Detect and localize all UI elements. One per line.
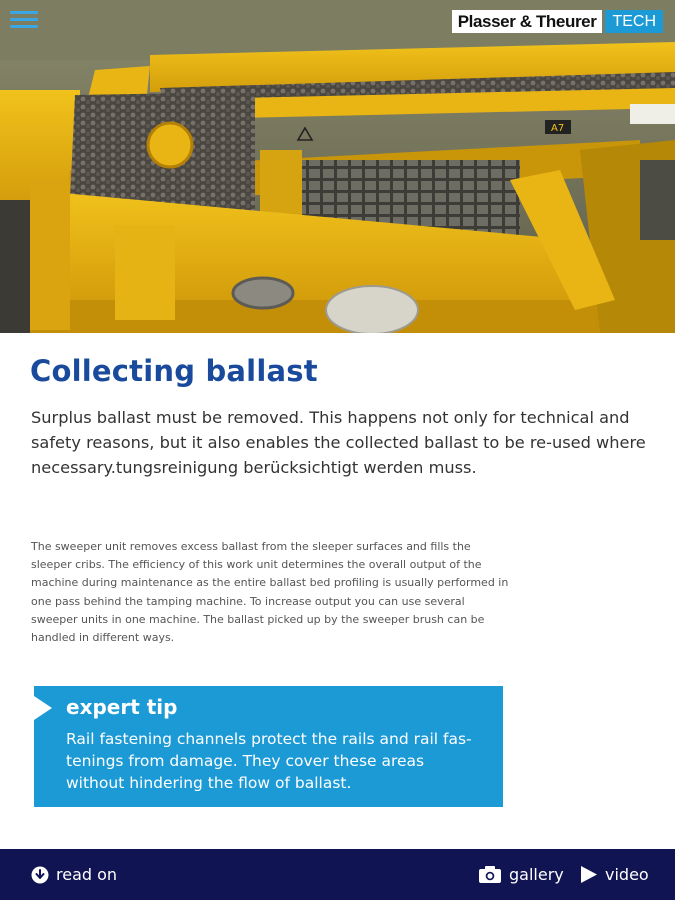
play-icon xyxy=(580,865,598,884)
gallery-button[interactable] xyxy=(478,849,564,900)
read-on-label: read on xyxy=(56,865,118,884)
camera-icon xyxy=(478,865,502,884)
arrow-down-circle-icon xyxy=(31,866,49,884)
expert-tip-body: Rail fastening channels protect the rails and rail fas-tenings from damage. They cover these areas without hindering the flow of ballast. xyxy=(66,730,472,792)
hamburger-menu-icon-line xyxy=(10,18,38,21)
gallery-label: gallery xyxy=(509,865,564,884)
hamburger-menu-icon xyxy=(10,11,38,14)
expert-tip-box xyxy=(34,686,503,807)
brand-logo xyxy=(452,10,663,33)
expert-tip-title: expert tip xyxy=(66,695,178,719)
video-label: video xyxy=(605,865,649,884)
brand-tag: TECH xyxy=(605,10,663,33)
ballast-machine-illustration xyxy=(0,0,675,333)
read-on-button[interactable] xyxy=(31,849,117,900)
video-button[interactable] xyxy=(580,849,649,900)
lead-paragraph: Surplus ballast must be removed. This happens not only for technical and safety reasons, but it also enables the collected ballast to be re-used where necessary.tungsreinigung berücksichtigt werden muss. xyxy=(31,408,646,477)
menu-button[interactable] xyxy=(8,7,40,35)
hero-image xyxy=(0,0,675,333)
page-title: Collecting ballast xyxy=(30,354,318,388)
tip-arrow-icon xyxy=(34,696,52,720)
hamburger-menu-icon-line xyxy=(10,25,38,28)
bottom-bar xyxy=(0,849,675,900)
body-paragraph: The sweeper unit removes excess ballast from the sleeper surfaces and fills the sleeper cribs. The efficiency of this work unit determines the overall output of the machine during maintenance as the entire ballast bed profiling is usually performed in one pass behind the tamping machine. To increase output you can use several sweeper units in one machine. The ballast picked up by the sweeper brush can be handled in different ways. xyxy=(31,540,509,645)
brand-name: Plasser & Theurer xyxy=(452,10,603,33)
machine-plate-label: A7 xyxy=(551,123,565,134)
